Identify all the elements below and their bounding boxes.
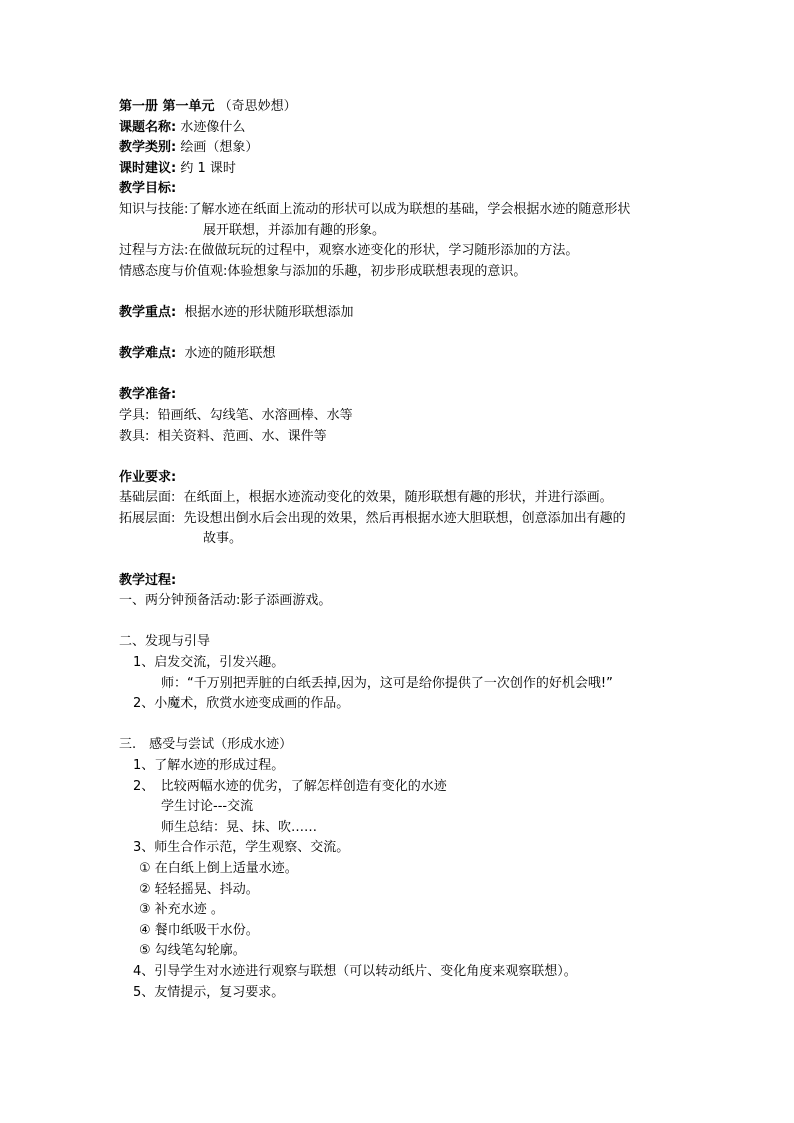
homework-extend-label: 拓展层面:: [119, 510, 176, 526]
process-step-3: 三. 感受与尝试（形成水迹）: [119, 737, 293, 753]
step3-circled-item: ⑤ 勾线笔勾轮廓。: [139, 943, 246, 959]
duration: 约 1 课时: [180, 160, 236, 176]
objectives-heading: 教学目标:: [119, 181, 177, 197]
homework-extend-continuation: 故事。: [203, 531, 243, 547]
step3-circled-item: ③ 补充水迹 。: [139, 902, 224, 918]
key-point-text: 根据水迹的形状随形联想添加: [184, 304, 354, 320]
process-method-line: [119, 241, 689, 262]
step3-item: 4、引导学生对水迹进行观察与联想（可以转动纸片、变化角度来观察联想）。: [133, 963, 577, 979]
teacher-tools-label: 教具:: [119, 428, 150, 444]
student-tools-line: [119, 406, 689, 427]
volume-unit: 第一册 第一单元: [119, 99, 215, 114]
process-heading: 教学过程:: [119, 572, 177, 588]
step2-item: 师：“千万别把弄脏的白纸丢掉,因为，这可是给你提供了一次创作的好机会哦!”: [161, 675, 613, 691]
process-text: 在做做玩玩的过程中，观察水迹变化的形状，学习随形添加的方法。: [188, 243, 579, 259]
student-tools-label: 学具:: [119, 407, 150, 423]
difficulty-line: [119, 344, 689, 365]
step3-circled-item: ① 在白纸上倒上适量水迹。: [139, 860, 298, 876]
step3-item: 3、师生合作示范，学生观察、交流。: [133, 840, 350, 856]
knowledge-text: 了解水迹在纸面上流动的形状可以成为联想的基础，学会根据水迹的随意形状: [188, 201, 631, 217]
lesson-title-line: [119, 118, 689, 139]
process-step-2: 二、发现与引导: [119, 634, 211, 650]
category: 绘画（想象）: [180, 140, 259, 156]
process-step-1: 一、两分钟预备活动:影子添画游戏。: [119, 593, 332, 609]
teacher-tools-line: [119, 427, 689, 448]
preparation-heading: 教学准备:: [119, 387, 177, 403]
knowledge-line: [119, 200, 689, 221]
homework-basic: 在纸面上，根据水迹流动变化的效果，随形联想有趣的形状，并进行添画。: [183, 490, 613, 506]
step3-subitem: 师生总结：晃、抹、吹……: [161, 819, 318, 835]
duration-line: [119, 159, 689, 180]
teacher-tools: 相关资料、范画、水、课件等: [157, 428, 327, 444]
knowledge-label: 知识与技能:: [119, 201, 189, 217]
emotion-text: 体验想象与添加的乐趣，初步形成联想表现的意识。: [227, 263, 527, 279]
step3-subitem: 学生讨论---交流: [161, 799, 254, 815]
category-label: 教学类别:: [119, 140, 177, 156]
step3-circled-item: ④ 餐巾纸吸干水份。: [139, 922, 259, 938]
homework-basic-label: 基础层面:: [119, 490, 176, 506]
key-point-line: [119, 303, 689, 324]
emotion-label: 情感态度与价值观:: [119, 263, 228, 279]
homework-heading: 作业要求:: [119, 469, 177, 485]
category-line: [119, 138, 689, 159]
lesson-title: 水迹像什么: [180, 119, 246, 135]
difficulty-text: 水迹的随形联想: [184, 346, 276, 362]
homework-basic-line: [119, 488, 689, 509]
key-point-label: 教学重点:: [119, 304, 177, 320]
difficulty-label: 教学难点:: [119, 346, 177, 362]
step2-item: 2、小魔术，欣赏水迹变成画的作品。: [133, 696, 350, 712]
step3-item: 1、了解水迹的形成过程。: [133, 758, 285, 773]
knowledge-continuation: 展开联想，并添加有趣的形象。: [203, 222, 386, 238]
step3-item: 5、友情提示，复习要求。: [133, 984, 285, 1000]
step2-item: 1、启发交流，引发兴趣。: [133, 655, 285, 671]
process-label: 过程与方法:: [119, 243, 189, 259]
homework-extend: 先设想出倒水后会出现的效果，然后再根据水迹大胆联想，创意添加出有趣的: [183, 510, 626, 526]
unit-theme: （奇思妙想）: [218, 99, 297, 114]
lesson-plan: [119, 97, 689, 1003]
lesson-title-label: 课题名称:: [119, 119, 177, 135]
unit-line: [119, 97, 689, 118]
emotion-line: [119, 262, 689, 283]
homework-extend-line: [119, 509, 689, 530]
step3-item: 2、 比较两幅水迹的优劣，了解怎样创造有变化的水迹: [133, 778, 447, 794]
step3-circled-item: ② 轻轻摇晃、抖动。: [139, 881, 259, 897]
duration-label: 课时建议:: [119, 160, 177, 176]
student-tools: 铅画纸、勾线笔、水溶画棒、水等: [157, 407, 353, 423]
